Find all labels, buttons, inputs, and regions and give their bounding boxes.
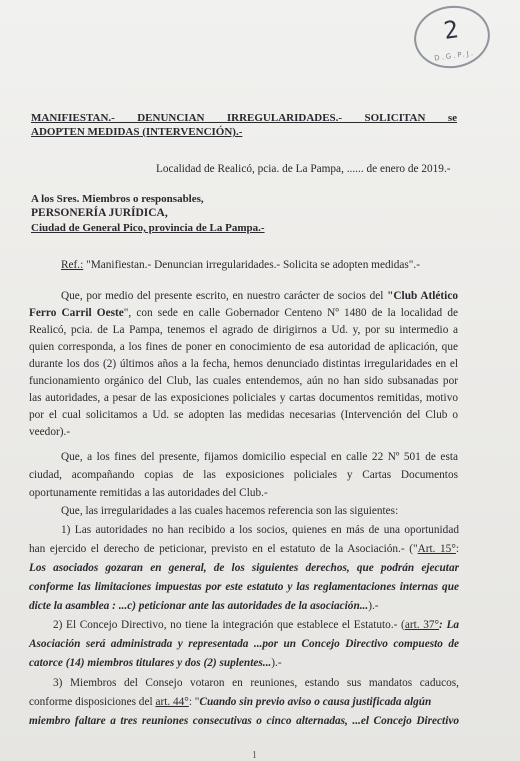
p2-line-2: ciudad, acompañando copias de las exposiciones policiales y Cartas Documentos xyxy=(29,469,458,481)
p1-line-1-text: Que, por medio del presente escrito, en nuestro carácter de socios del xyxy=(61,290,388,302)
stamp-label: D.G.P.J. xyxy=(433,49,476,63)
item2-close: ).- xyxy=(271,657,282,669)
item1-quote-end: dicte la asamblea : ...c) peticionar ante las autoridades de la asociación... xyxy=(29,600,369,612)
p1-line-7: las autoridades, a pesar de las exposiciones policiales y cartas documentos remitidas, motivo xyxy=(29,392,458,404)
item3-line-2-quote-mark: : " xyxy=(188,696,200,708)
page-number: 1 xyxy=(252,750,257,761)
p1-line-1 xyxy=(61,290,458,302)
item2-quote-end: catorce (14) miembros titulares y dos (2) suplentes... xyxy=(29,657,272,669)
p2-line-3: oportunamente remitidas a las autoridades del Club.- xyxy=(29,487,268,499)
item3-line-1: 3) Miembros del Consejo votaron en reuniones, estando sus mandatos caducos, xyxy=(53,677,459,689)
p2-line-1: Que, a los fines del presente, fijamos domicilio especial en calle 22 Nº 501 de esta xyxy=(61,451,458,463)
addressee-city: Ciudad de General Pico, provincia de La Pampa.- xyxy=(31,222,265,234)
heading-line-2: ADOPTEN MEDIDAS (INTERVENCIÓN).- xyxy=(31,126,243,138)
p1-line-8: por el cual solicitamos a Ud. se adopten las medidas necesarias (Intervención del Club o xyxy=(29,409,458,421)
reference-line xyxy=(61,259,420,271)
reference-label: Ref.: xyxy=(61,259,84,271)
p1-line-2 xyxy=(29,307,458,319)
addressee-org: PERSONERÍA JURÍDICA, xyxy=(31,207,168,219)
addressee-line: A los Sres. Miembros o responsables, xyxy=(31,193,204,205)
item1-line-1: 1) Las autoridades no han recibido a los socios, quienes en más de una oportunidad xyxy=(61,524,459,536)
office-stamp xyxy=(410,1,494,73)
item1-close: ).- xyxy=(368,600,379,612)
p3-line: Que, las irregularidades a las cuales hacemos referencia son las siguientes: xyxy=(61,505,399,517)
article-44-ref: art. 44° xyxy=(155,696,189,708)
p1-line-9: veedor).- xyxy=(29,426,71,438)
item2-line-1-text: 2) El Concejo Directivo, no tiene la integración que establece el Estatuto.- ( xyxy=(53,619,405,631)
p1-line-6: funcionamiento orgánico del Club, las cuales entendemos, aún no han sido subsanadas por xyxy=(29,375,458,387)
item3-quote-start: Cuando sin previo aviso o causa justificada algún xyxy=(199,696,432,708)
locality-date: Localidad de Realicó, pcia. de La Pampa, ...... de enero de 2019.- xyxy=(156,163,451,175)
p1-line-4: quien corresponda, a los fines de poner en conocimiento de esa autoridad de aplicación, que xyxy=(29,341,458,353)
item3-quote-line-1: miembro faltare a tres reuniones consecutivas o cinco alternadas, ...el Concejo Directivo xyxy=(29,715,459,727)
stamp-number: 2 xyxy=(441,15,461,45)
item3-line-2 xyxy=(29,696,431,708)
p1-line-2-text: ", con sede en calle Gobernador Centeno Nº 1480 de la localidad de xyxy=(123,307,458,319)
article-37-ref: art. 37° xyxy=(404,619,440,631)
item1-quote-line-1: Los asociados gozaran en general, de los siguientes derechos, que podrán ejecutar xyxy=(29,562,459,574)
item3-line-2-text: conforme disposiciones del xyxy=(29,696,156,708)
heading-line-1: MANIFIESTAN.- DENUNCIAN IRREGULARIDADES.- SOLICITAN se xyxy=(31,112,457,124)
article-15-ref: Art. 15° xyxy=(417,543,456,555)
item2-quote-line-2 xyxy=(29,657,282,669)
item1-quote-line-3 xyxy=(29,600,379,612)
club-name-part-2: Ferro Carril Oeste xyxy=(29,307,124,319)
item2-line-1 xyxy=(53,619,459,631)
p1-line-5: durante los dos (2) últimos años a la fecha, hemos denunciado distintas irregularidades en el xyxy=(29,358,458,370)
item1-line-2 xyxy=(29,543,459,555)
reference-text: "Manifiestan.- Denuncian irregularidades.- Solicita se adopten medidas".- xyxy=(86,259,421,271)
item1-line-2-text: han ejercido el derecho de peticionar, previsto en el estatuto de la Asociación.- (" xyxy=(29,543,418,555)
item1-quote-line-2: conforme las limitaciones impuestas por este estatuto y las reglamentaciones internas que xyxy=(29,581,459,593)
item2-quote-line-1: Asociación será administrada y representada ...por un Concejo Directivo compuesto de xyxy=(29,638,459,650)
club-name-part-1: "Club Atlético xyxy=(387,290,458,302)
item2-line-1-end: : La xyxy=(439,619,459,631)
p1-line-3: Realicó, pcia. de La Pampa, tenemos el agrado de dirigirnos a Ud. y, por su intermedio a xyxy=(29,324,458,336)
item1-line-2-colon: : xyxy=(455,543,459,555)
